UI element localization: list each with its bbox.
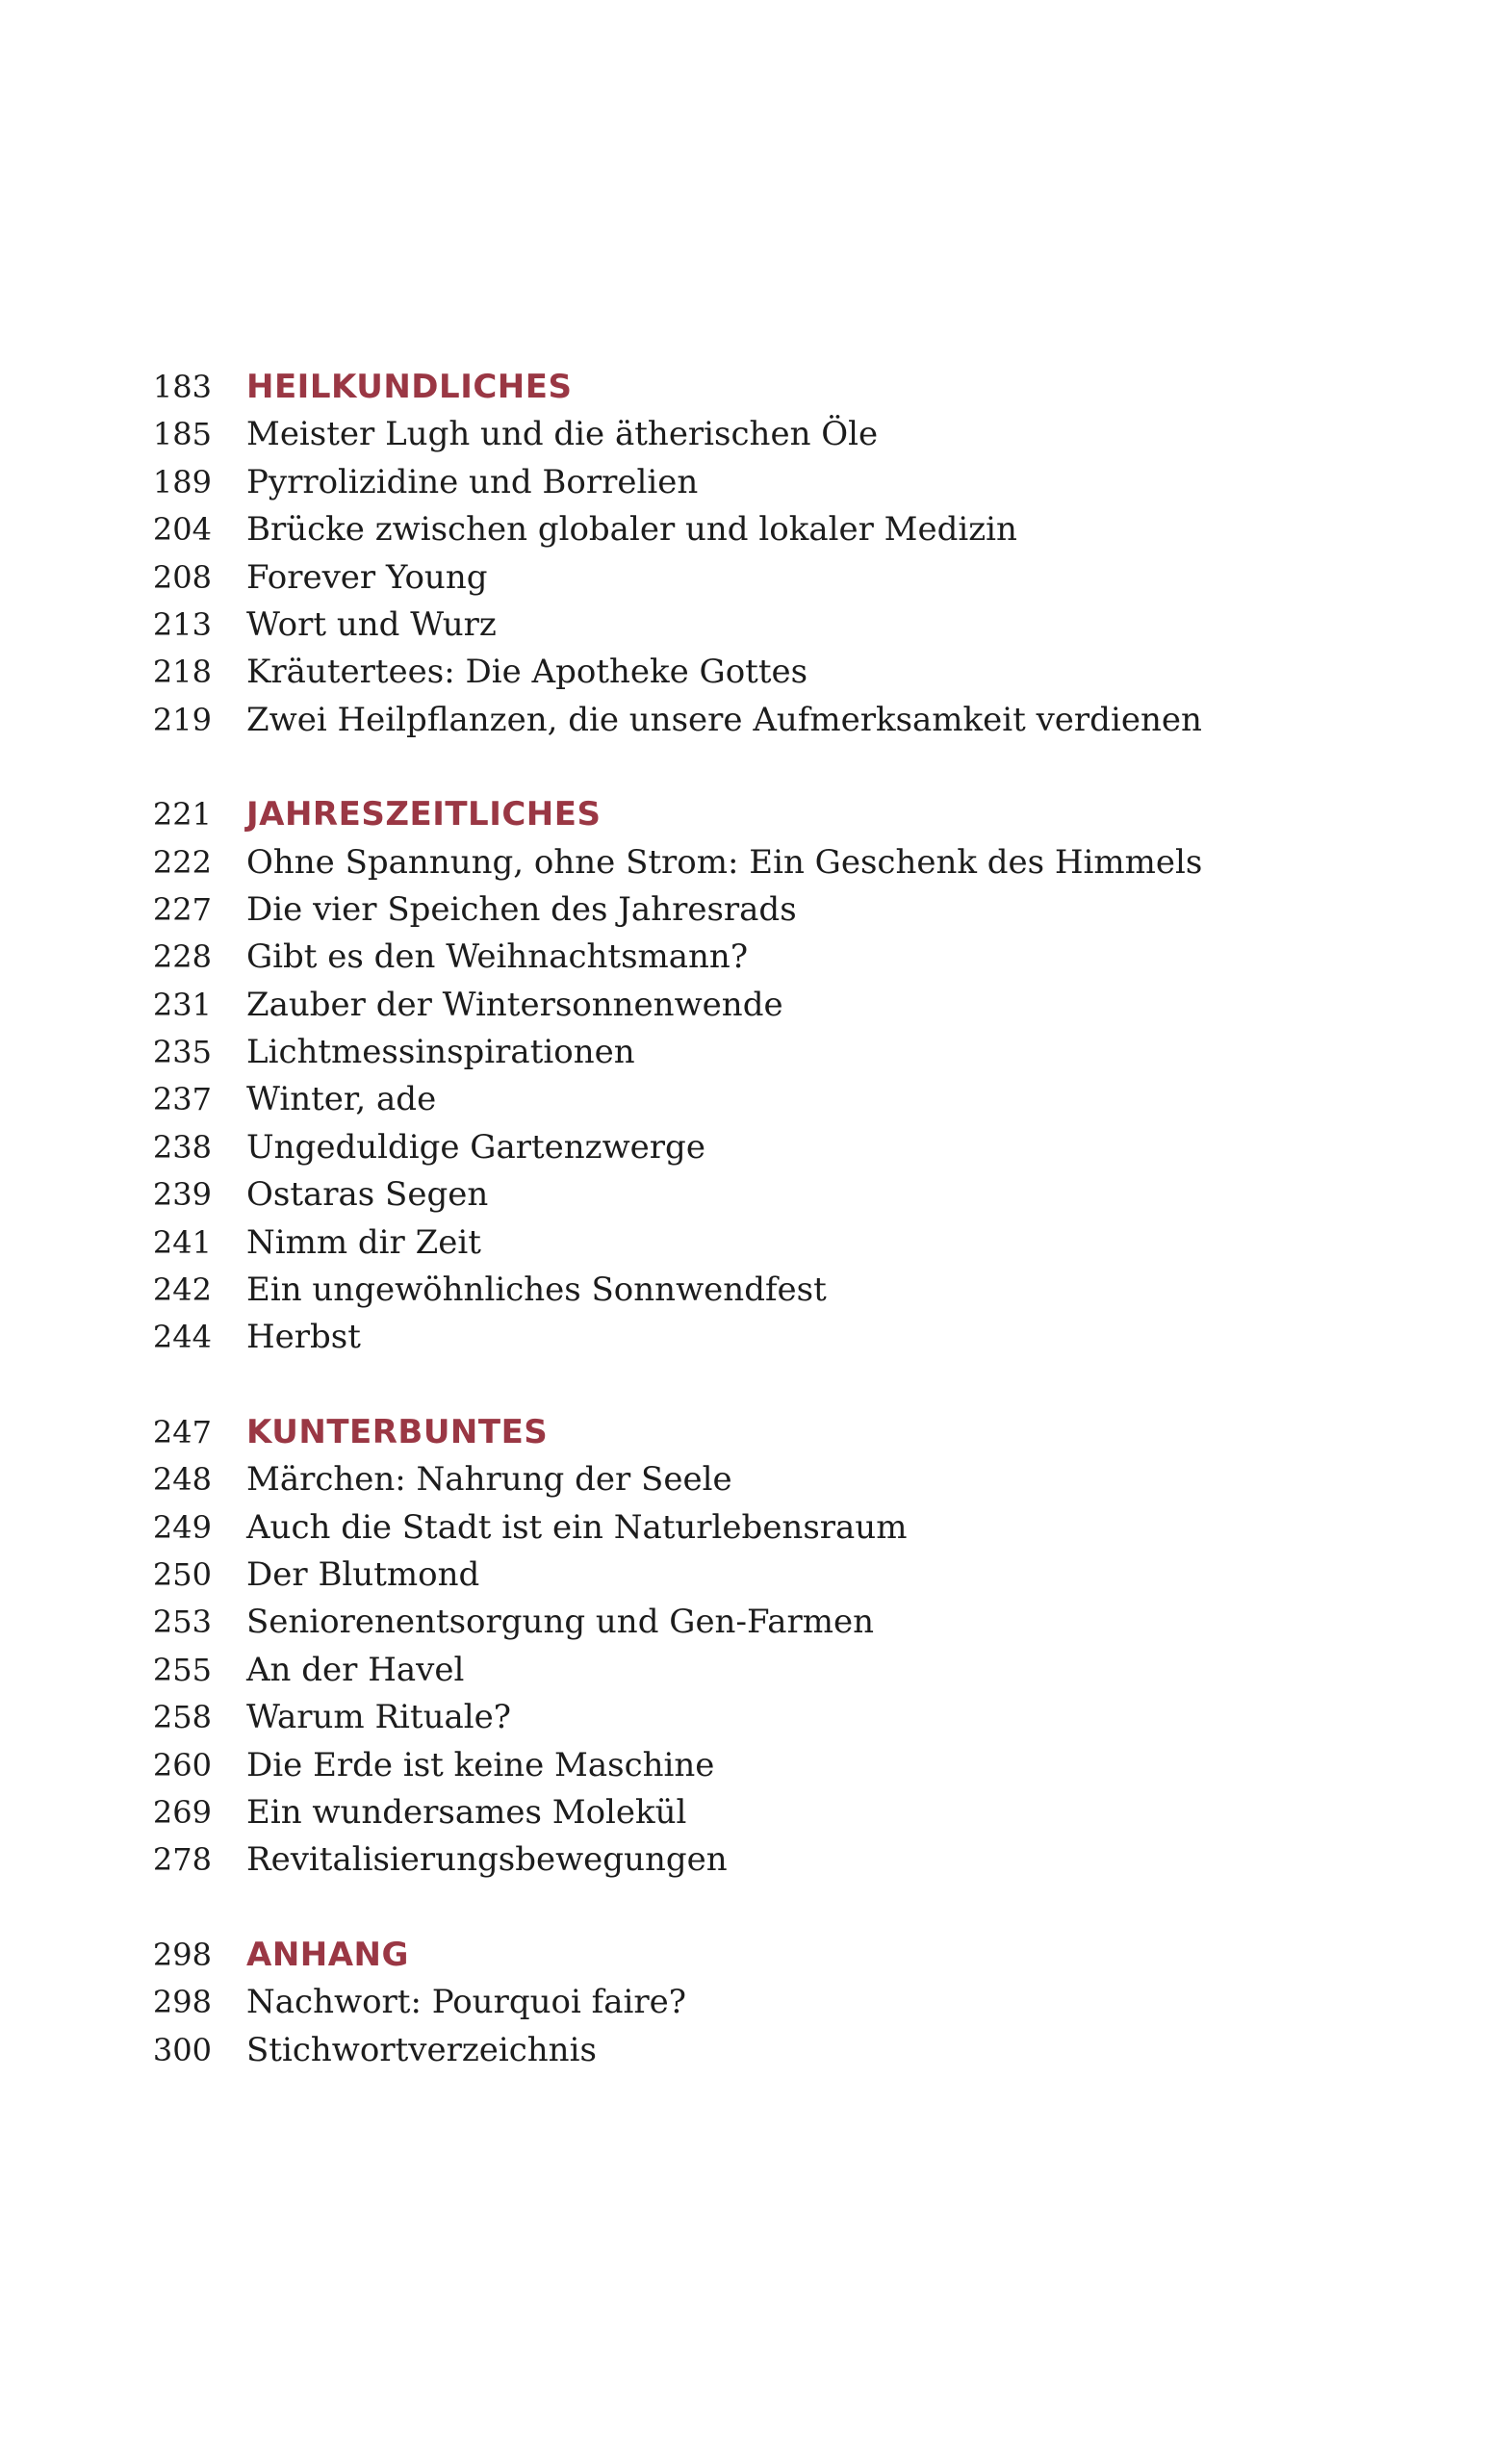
toc-entry — [0, 1456, 1512, 1503]
toc-entry — [0, 1836, 1512, 1884]
entry-title: Kräutertees: Die Apotheke Gottes — [246, 653, 808, 692]
toc-entry — [0, 1076, 1512, 1123]
toc-entry — [0, 1171, 1512, 1219]
entry-title: Meister Lugh und die ätherischen Öle — [246, 415, 879, 454]
toc-entry — [0, 697, 1512, 744]
toc-entry — [0, 506, 1512, 553]
toc-entry — [0, 1647, 1512, 1694]
toc-entry — [0, 1124, 1512, 1171]
entry-title: Herbst — [246, 1318, 361, 1357]
toc-entry — [0, 1979, 1512, 2026]
page-number: 244 — [152, 1319, 212, 1356]
page-number: 204 — [152, 511, 212, 549]
toc-section-heilkundliches — [0, 364, 1512, 744]
page-number: 227 — [152, 890, 212, 928]
page-number: 213 — [152, 605, 212, 643]
entry-title: Die Erde ist keine Maschine — [246, 1745, 715, 1784]
toc-entry — [0, 886, 1512, 934]
entry-title: Zauber der Wintersonnenwende — [246, 985, 783, 1024]
toc-entry — [0, 1742, 1512, 1789]
section-heading — [0, 1409, 1512, 1456]
section-heading — [0, 1932, 1512, 1979]
page-number: 222 — [152, 843, 212, 881]
toc-entry — [0, 1219, 1512, 1267]
entry-title: Warum Rituale? — [246, 1698, 511, 1737]
entry-title: Auch die Stadt ist ein Naturlebensraum — [246, 1507, 908, 1547]
toc-entry — [0, 1599, 1512, 1646]
page-number: 258 — [152, 1699, 212, 1736]
entry-title: An der Havel — [246, 1650, 465, 1689]
page-number: 231 — [152, 986, 212, 1023]
page-number: 278 — [152, 1841, 212, 1879]
section-title: JAHRESZEITLICHES — [246, 795, 602, 834]
entry-title: Brücke zwischen globaler und lokaler Medizin — [246, 510, 1017, 550]
section-title: KUNTERBUNTES — [246, 1412, 549, 1451]
toc-entry — [0, 839, 1512, 886]
page-number: 300 — [152, 2031, 212, 2068]
section-heading — [0, 791, 1512, 838]
toc-section-jahreszeitliches — [0, 791, 1512, 1362]
toc-entry — [0, 934, 1512, 981]
entry-title: Wort und Wurz — [246, 604, 497, 644]
toc-section-anhang — [0, 1932, 1512, 2074]
entry-title: Ohne Spannung, ohne Strom: Ein Geschenk des Himmels — [246, 842, 1203, 882]
entry-title: Winter, ade — [246, 1080, 437, 1119]
section-heading — [0, 364, 1512, 411]
entry-title: Nimm dir Zeit — [246, 1222, 481, 1262]
page-number: 185 — [152, 416, 212, 453]
page-number: 228 — [152, 938, 212, 976]
page-number: 242 — [152, 1271, 212, 1309]
entry-title: Die vier Speichen des Jahresrads — [246, 889, 797, 929]
toc-entry — [0, 1029, 1512, 1076]
page-number: 298 — [152, 1984, 212, 2021]
toc-entry — [0, 982, 1512, 1029]
toc-entry — [0, 411, 1512, 458]
entry-title: Seniorenentsorgung und Gen-Farmen — [246, 1603, 875, 1642]
toc-entry — [0, 2027, 1512, 2074]
toc-entry — [0, 1789, 1512, 1836]
page-number: 255 — [152, 1651, 212, 1688]
toc-entry — [0, 1504, 1512, 1552]
page-number: 238 — [152, 1128, 212, 1166]
toc-entry — [0, 1552, 1512, 1599]
page-number: 235 — [152, 1034, 212, 1071]
page-number: 218 — [152, 654, 212, 691]
entry-title: Lichtmessinspirationen — [246, 1033, 635, 1072]
entry-title: Ein wundersames Molekül — [246, 1792, 687, 1832]
toc-entry — [0, 1314, 1512, 1361]
entry-title: Ein ungewöhnliches Sonnwendfest — [246, 1270, 827, 1310]
page-number: 269 — [152, 1793, 212, 1831]
page-number: 237 — [152, 1081, 212, 1118]
entry-title: Forever Young — [246, 557, 488, 597]
toc-entry — [0, 554, 1512, 602]
page-number: 253 — [152, 1604, 212, 1641]
page-number: 239 — [152, 1176, 212, 1214]
toc-entry — [0, 1267, 1512, 1314]
page-number: 247 — [152, 1413, 212, 1450]
toc-entry — [0, 459, 1512, 506]
entry-title: Nachwort: Pourquoi faire? — [246, 1983, 686, 2022]
page-number: 208 — [152, 558, 212, 596]
toc-entry — [0, 602, 1512, 649]
entry-title: Ungeduldige Gartenzwerge — [246, 1127, 705, 1167]
entry-title: Ostaras Segen — [246, 1175, 489, 1215]
page-number: 189 — [152, 463, 212, 500]
entry-title: Der Blutmond — [246, 1554, 480, 1594]
entry-title: Zwei Heilpflanzen, die unsere Aufmerksamkeit verdienen — [246, 700, 1202, 739]
entry-title: Stichwortverzeichnis — [246, 2030, 597, 2069]
entry-title: Märchen: Nahrung der Seele — [246, 1460, 732, 1500]
section-title: ANHANG — [246, 1935, 409, 1974]
page-number: 248 — [152, 1461, 212, 1499]
entry-title: Revitalisierungsbewegungen — [246, 1840, 728, 1880]
page-number: 249 — [152, 1508, 212, 1546]
entry-title: Gibt es den Weihnachtsmann? — [246, 937, 749, 977]
page-number: 183 — [152, 369, 212, 405]
toc-entry — [0, 649, 1512, 696]
page-number: 298 — [152, 1936, 212, 1973]
page-number: 260 — [152, 1746, 212, 1784]
page-number: 219 — [152, 701, 212, 738]
section-title: HEILKUNDLICHES — [246, 368, 573, 406]
entry-title: Pyrrolizidine und Borrelien — [246, 462, 699, 501]
toc-section-kunterbuntes — [0, 1409, 1512, 1885]
table-of-contents — [0, 364, 1512, 2121]
toc-entry — [0, 1694, 1512, 1741]
page-number: 250 — [152, 1555, 212, 1593]
page-number: 221 — [152, 796, 212, 834]
page-number: 241 — [152, 1223, 212, 1261]
